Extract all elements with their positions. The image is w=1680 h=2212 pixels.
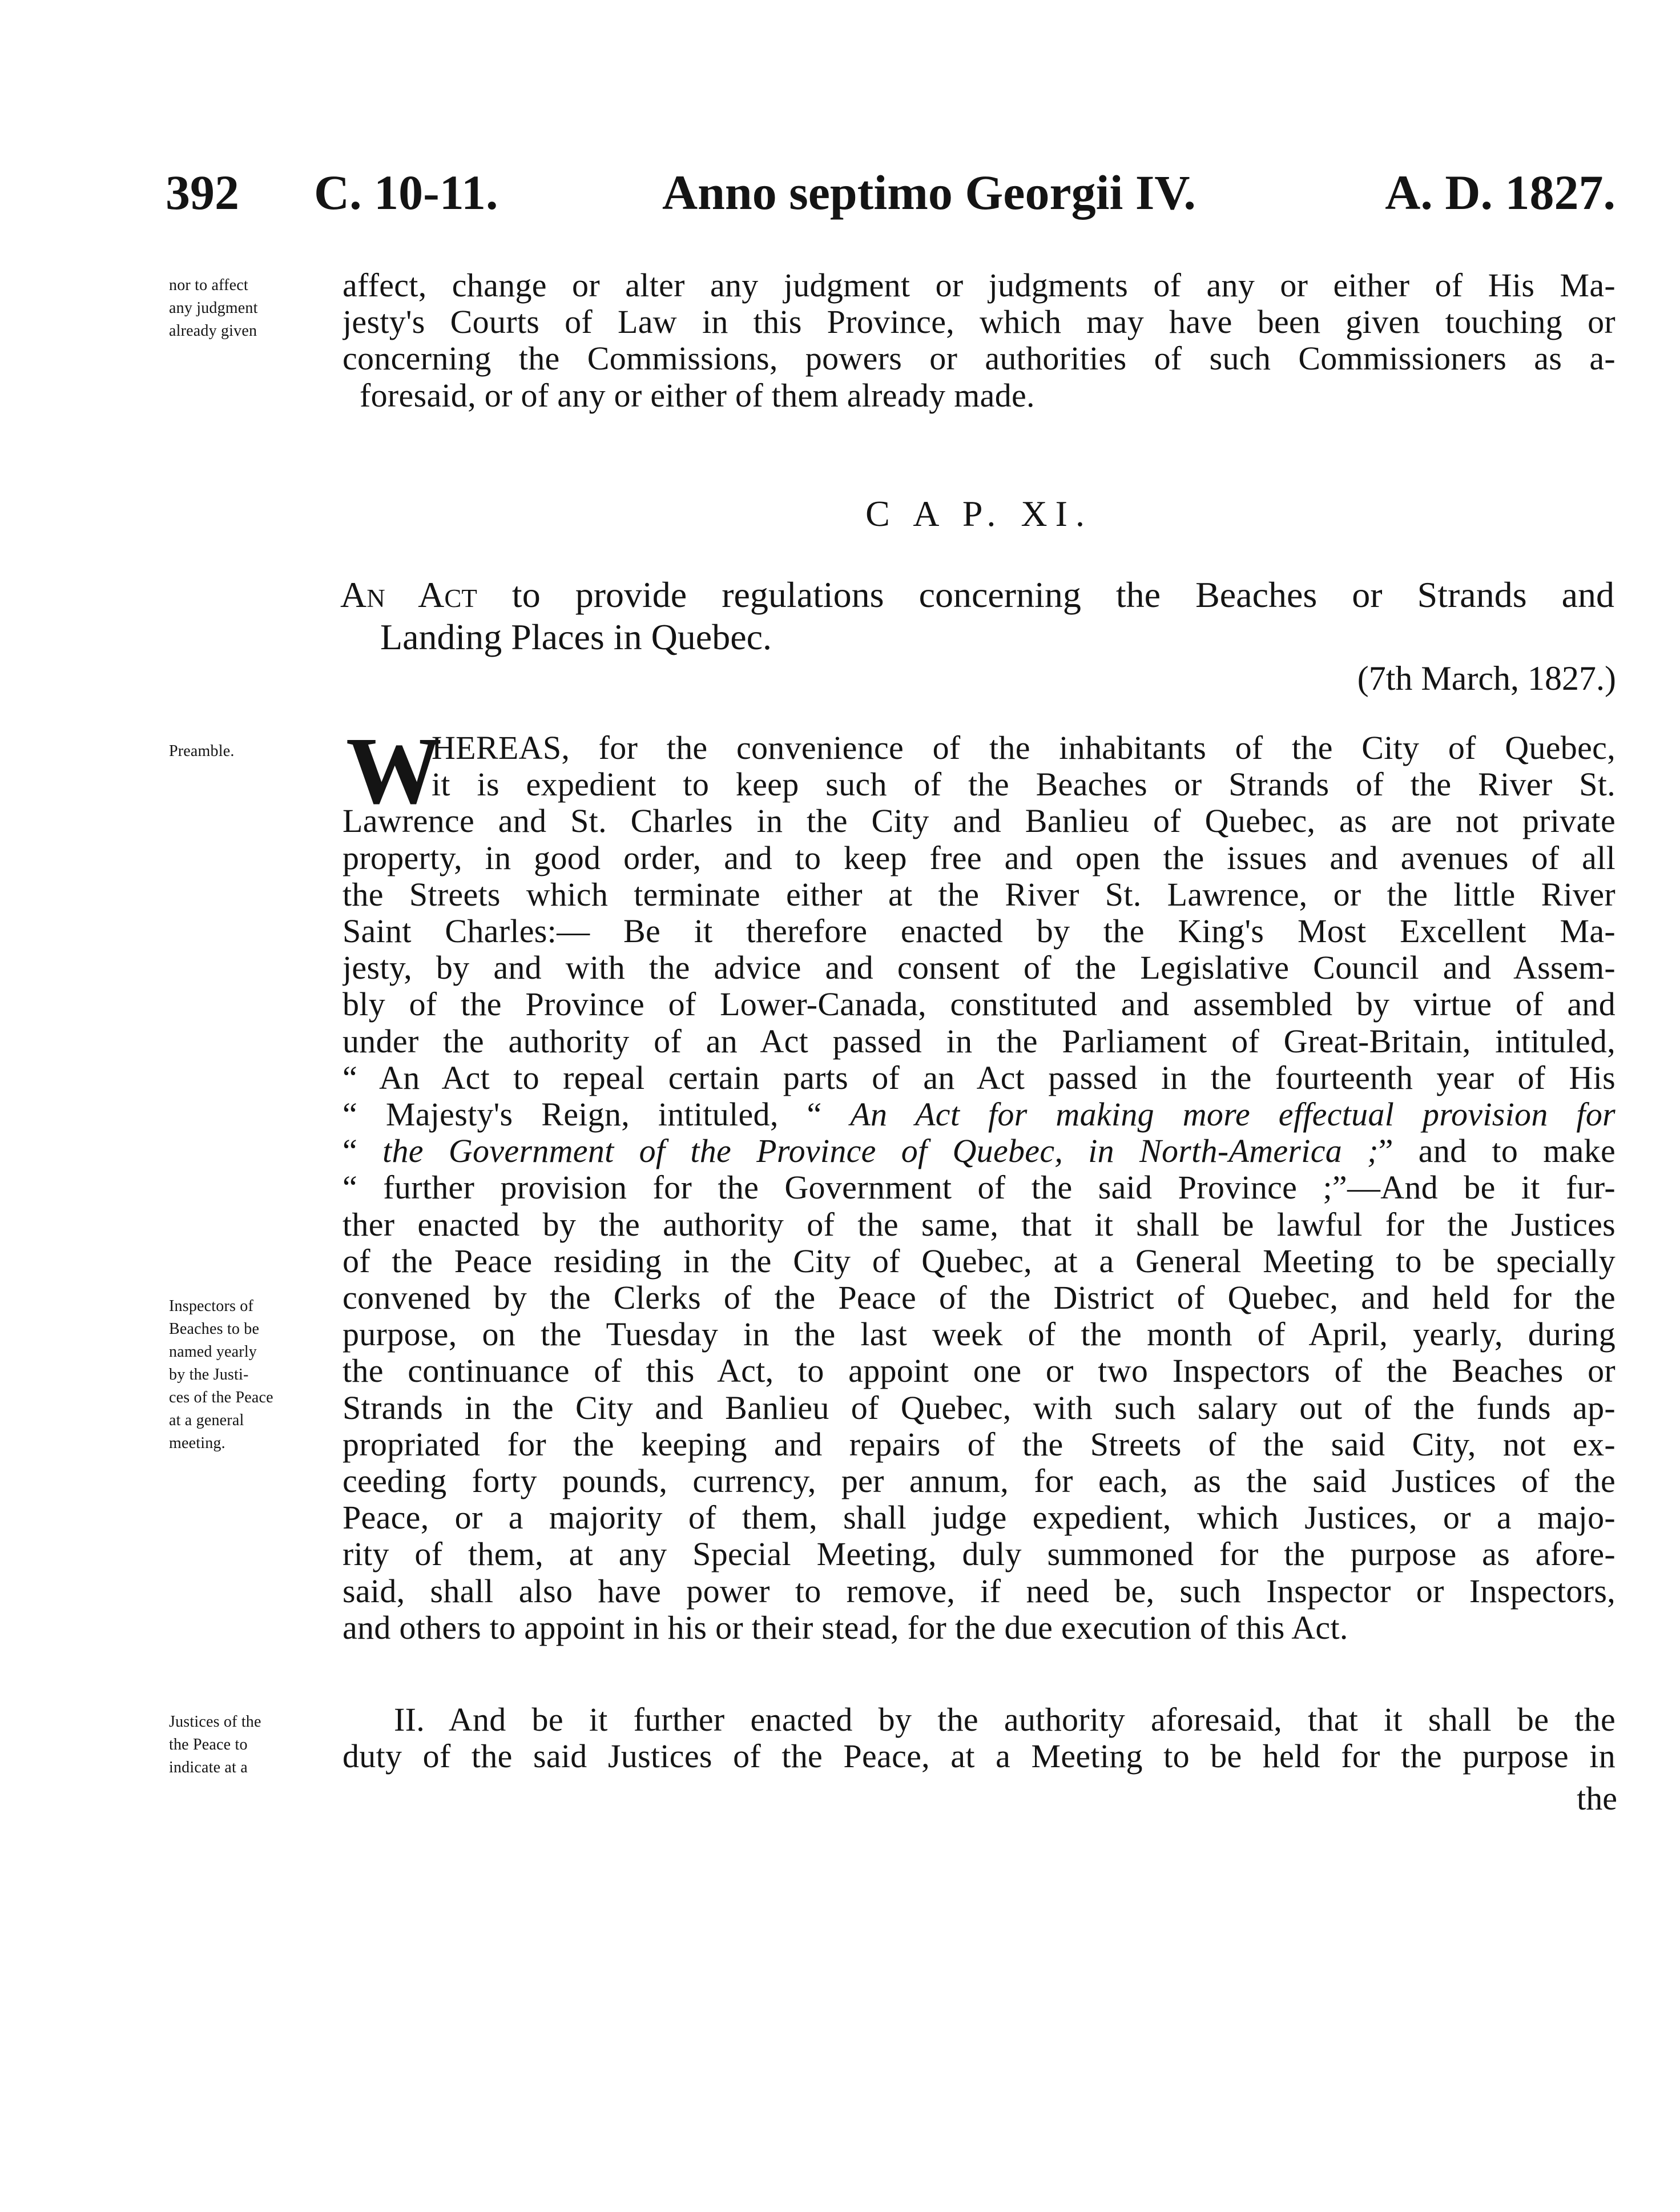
preamble-paragraph: [343, 718, 1615, 1646]
margin-note-line: indicate at a: [169, 1759, 248, 1776]
text-line: bly of the Province of Lower-Canada, constituted and assembled by virtue of and: [343, 986, 1615, 1023]
quote-text: “ Majesty's Reign, intituled, “: [343, 1096, 851, 1133]
text-line: [343, 1096, 1615, 1133]
text-line: affect, change or alter any judgment or judgments of any or either of His Ma-: [343, 267, 1615, 304]
text-line: Strands in the City and Banlieu of Quebec, with such salary out of the funds ap-: [343, 1389, 1615, 1426]
drop-cap: W: [346, 718, 442, 824]
text-line: jesty, by and with the advice and consent of the Legislative Council and Assem-: [343, 950, 1615, 987]
margin-note-line: already given: [169, 322, 257, 340]
act-title-prefix: An Act: [340, 574, 477, 615]
text-line: of the Peace residing in the City of Quebec, at a General Meeting to be specially: [343, 1242, 1615, 1280]
text-line: “ An Act to repeal certain parts of an Act passed in the fourteenth year of His: [343, 1059, 1615, 1096]
text-line: it is expedient to keep such of the Beaches or Strands of the River St.: [432, 766, 1615, 803]
continuation-paragraph: [343, 267, 1615, 414]
quote-text: ” and to make: [1378, 1133, 1615, 1170]
text-line: ther enacted by the authority of the same, that it shall be lawful for the Justices: [343, 1206, 1615, 1243]
margin-note-line: Justices of the: [169, 1713, 261, 1731]
text-line: the Streets which terminate either at the River St. Lawrence, or the little River: [343, 876, 1615, 913]
page-number: 392: [166, 165, 239, 220]
text-line: [343, 1133, 1615, 1169]
text-line: propriated for the keeping and repairs of the Streets of the said City, not ex-: [343, 1426, 1615, 1463]
text-line: rity of them, at any Special Meeting, duly summoned for the purpose as afore-: [343, 1536, 1615, 1573]
text-line: the continuance of this Act, to appoint one or two Inspectors of the Beaches or: [343, 1353, 1615, 1390]
running-head: [166, 161, 1615, 224]
margin-note-line: at a general: [169, 1411, 244, 1429]
text-line: purpose, on the Tuesday in the last week of the month of April, yearly, during: [343, 1316, 1615, 1353]
margin-note-inspectors: [169, 1295, 340, 1455]
text-line: under the authority of an Act passed in the Parliament of Great-Britain, intituled,: [343, 1023, 1615, 1060]
section-two-paragraph: [343, 1702, 1615, 1775]
margin-note-not-affect: [169, 274, 340, 343]
running-year: A. D. 1827.: [1385, 165, 1615, 220]
act-title-line: [340, 574, 1614, 616]
text-line: duty of the said Justices of the Peace, at a Meeting to be held for the purpose in: [343, 1738, 1615, 1775]
margin-note-line: Preamble.: [169, 742, 235, 760]
text-line: Peace, or a majority of them, shall judge expedient, which Justices, or a majo-: [343, 1499, 1615, 1537]
chapter-heading: C A P. XI.: [865, 493, 1093, 534]
text-line: foresaid, or of any or either of them already made.: [360, 377, 1035, 414]
text-line: ceeding forty pounds, currency, per annum, for each, as the said Justices of the: [343, 1463, 1615, 1500]
text-line: said, shall also have power to remove, if need be, such Inspector or Inspectors,: [343, 1572, 1615, 1610]
catchword: the: [1577, 1780, 1617, 1817]
margin-note-preamble: [169, 740, 340, 763]
margin-note-line: Beaches to be: [169, 1320, 260, 1338]
quote-italic: An Act for making more effectual provision for: [850, 1096, 1615, 1133]
margin-note-line: meeting.: [169, 1434, 225, 1452]
act-title: [340, 574, 1614, 658]
margin-note-line: named yearly: [169, 1343, 257, 1361]
text-line: HEREAS, for the convenience of the inhabitants of the City of Quebec,: [432, 730, 1615, 766]
text-line: Saint Charles:— Be it therefore enacted by the King's Most Excellent Ma-: [343, 913, 1615, 950]
text-line: convened by the Clerks of the Peace of the District of Quebec, and held for the: [343, 1280, 1615, 1317]
text-line: jesty's Courts of Law in this Province, which may have been given touching or: [343, 304, 1615, 341]
running-title: Anno septimo Georgii IV.: [662, 165, 1196, 220]
text-line: Lawrence and St. Charles in the City and Banlieu of Quebec, as are not private: [343, 803, 1615, 840]
quote-text: “: [343, 1133, 383, 1170]
text-line: II. And be it further enacted by the authority aforesaid, that it shall be the: [394, 1702, 1615, 1738]
act-date: (7th March, 1827.): [1357, 659, 1616, 697]
text-line: “ further provision for the Government of the said Province ;”—And be it fur-: [343, 1169, 1615, 1206]
act-title-text: to provide regulations concerning the Beaches or Strands and: [511, 574, 1614, 615]
margin-note-line: Inspectors of: [169, 1297, 254, 1315]
margin-note-line: the Peace to: [169, 1736, 248, 1753]
margin-note-line: ces of the Peace: [169, 1389, 273, 1406]
margin-note-line: any judgment: [169, 299, 258, 317]
margin-note-line: nor to affect: [169, 276, 248, 294]
margin-note-justices: [169, 1711, 340, 1779]
text-line: and others to appoint in his or their stead, for the due execution of this Act.: [343, 1609, 1348, 1646]
text-line: concerning the Commissions, powers or authorities of such Commissioners as a-: [343, 340, 1615, 377]
act-title-line: Landing Places in Quebec.: [380, 617, 772, 657]
chapter-number: C. 10-11.: [314, 165, 498, 220]
quote-italic: the Government of the Province of Quebec, in North-America ;: [382, 1133, 1379, 1170]
text-line: property, in good order, and to keep free and open the issues and avenues of all: [343, 839, 1615, 876]
margin-note-line: by the Justi-: [169, 1366, 249, 1383]
